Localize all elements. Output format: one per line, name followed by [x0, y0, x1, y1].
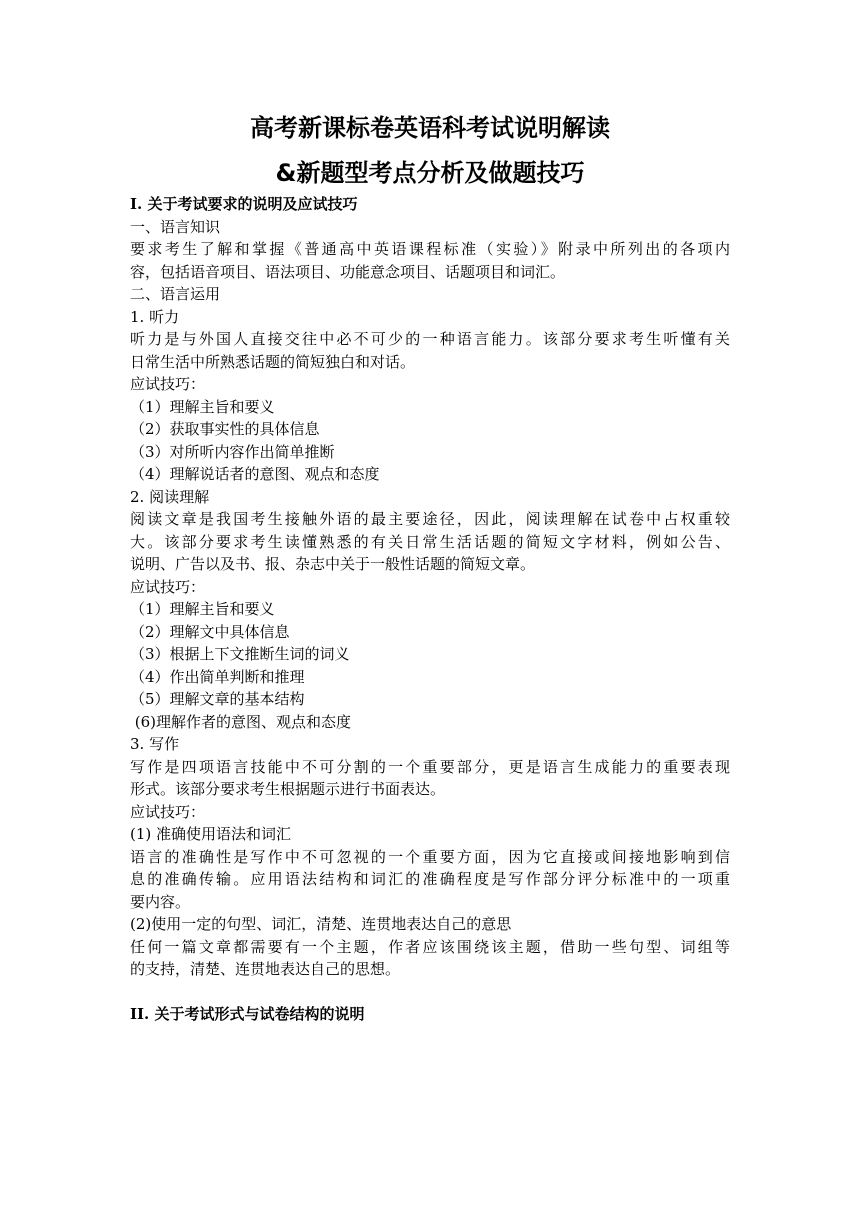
list-item: (2)使用一定的句型、词汇，清楚、连贯地表达自己的意思 — [130, 915, 512, 933]
paragraph-line: 写作是四项语言技能中不可分割的一个重要部分，更是语言生成能力的重要表现 — [130, 757, 730, 776]
document-body — [130, 193, 730, 1026]
paragraph-line: 的支持，清楚、连贯地表达自己的思想。 — [130, 960, 401, 978]
paragraph-line: 息的准确传输。应用语法结构和词汇的准确程度是写作部分评分标准中的一项重 — [130, 870, 730, 888]
paragraph-line: 任何一篇文章都需要有一个主题，作者应该围绕该主题，借助一些句型、词组等 — [130, 937, 730, 956]
list-item: （1）理解主旨和要义 — [130, 600, 275, 618]
list-item: （4）理解说话者的意图、观点和态度 — [130, 465, 380, 483]
doc-title-line1: 高考新课标卷英语科考试说明解读 — [250, 114, 610, 142]
doc-title-line2: &新题型考点分析及做题技巧 — [275, 159, 585, 187]
writing-heading: 3. 写作 — [130, 735, 180, 753]
tips-label: 应试技巧： — [130, 802, 206, 821]
paragraph-line: 大。该部分要求考生读懂熟悉的有关日常生活话题的简短文字材料，例如公告、 — [130, 532, 730, 551]
paragraph-line: 容，包括语音项目、语法项目、功能意念项目、话题项目和词汇。 — [130, 262, 566, 281]
list-item: （3）对所听内容作出简单推断 — [130, 442, 335, 461]
paragraph-line: 说明、广告以及书、报、杂志中关于一般性话题的简短文章。 — [130, 555, 536, 573]
list-item: （5）理解文章的基本结构 — [130, 690, 305, 708]
list-item: （1）理解主旨和要义 — [130, 397, 275, 416]
spacer — [130, 981, 730, 1004]
list-item: （2）获取事实性的具体信息 — [130, 420, 320, 438]
paragraph-line: 听力是与外国人直接交往中必不可少的一种语言能力。该部分要求考生听懂有关 — [130, 330, 730, 348]
list-item: （4）作出简单判断和推理 — [130, 667, 305, 686]
listening-heading: 1. 听力 — [130, 307, 180, 326]
section2-heading: II. 关于考试形式与试卷结构的说明 — [130, 1005, 365, 1023]
list-item: (1) 准确使用语法和词汇 — [130, 825, 292, 843]
paragraph-line: 阅读文章是我国考生接触外语的最主要途径，因此，阅读理解在试卷中占权重较 — [130, 510, 730, 528]
section1-heading: I. 关于考试要求的说明及应试技巧 — [130, 195, 358, 213]
subsection-language-use: 二、语言运用 — [130, 285, 221, 303]
subsection-language-knowledge: 一、语言知识 — [130, 217, 221, 236]
list-item: （2）理解文中具体信息 — [130, 622, 290, 641]
paragraph-line: 要求考生了解和掌握《普通高中英语课程标准（实验）》附录中所列出的各项内 — [130, 240, 730, 258]
paragraph-line: 日常生活中所熟悉话题的简短独白和对话。 — [130, 352, 416, 371]
paragraph-line: 形式。该部分要求考生根据题示进行书面表达。 — [130, 780, 446, 798]
list-item: (6)理解作者的意图、观点和态度 — [130, 712, 352, 731]
paragraph-line: 要内容。 — [130, 892, 191, 911]
reading-heading: 2. 阅读理解 — [130, 487, 210, 506]
tips-label: 应试技巧： — [130, 375, 206, 393]
list-item: （3）根据上下文推断生词的词义 — [130, 645, 350, 663]
paragraph-line: 语言的准确性是写作中不可忽视的一个重要方面，因为它直接或间接地影响到信 — [130, 847, 730, 866]
tips-label: 应试技巧： — [130, 577, 206, 596]
